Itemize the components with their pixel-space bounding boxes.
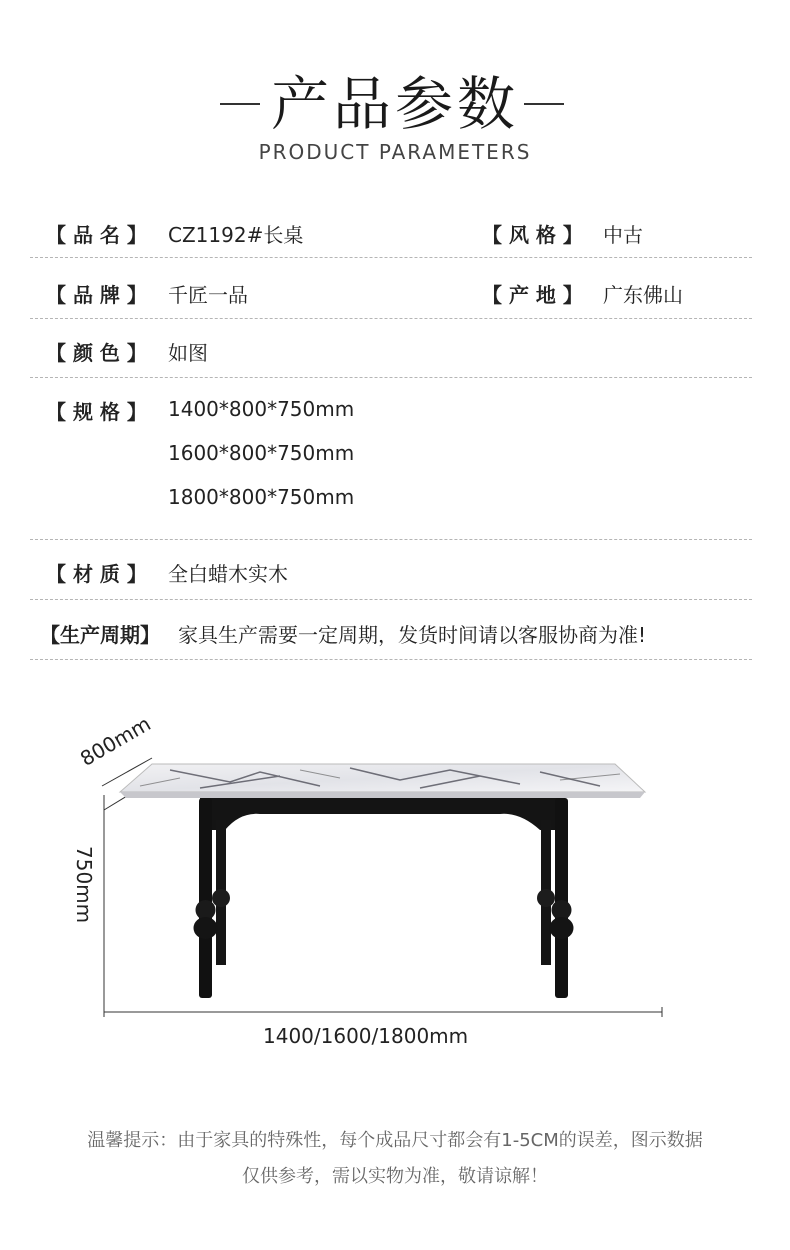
style-label: 【 风 格 】 <box>482 223 583 247</box>
spec-value-1: 1400*800*750mm <box>168 397 355 421</box>
table-back-legs <box>212 820 555 965</box>
row-divider <box>30 377 752 378</box>
depth-label: 800mm <box>76 711 155 771</box>
width-dimension-line <box>104 1007 662 1017</box>
title-right-rule <box>524 103 564 105</box>
material-label: 【 材 质 】 <box>46 562 147 586</box>
tabletop <box>120 764 645 798</box>
notice-line-2: 仅供参考，需以实物为准，敬请谅解！ <box>242 1166 548 1187</box>
table-apron <box>200 798 565 830</box>
style-value: 中古 <box>603 223 643 247</box>
cycle-label: 【生产周期】 <box>40 623 160 647</box>
spec-value-2: 1600*800*750mm <box>168 441 355 465</box>
row-divider <box>30 599 752 600</box>
color-value: 如图 <box>168 341 208 365</box>
origin-value: 广东佛山 <box>603 283 683 307</box>
row-divider <box>30 257 752 258</box>
brand-label: 【 品 牌 】 <box>46 283 147 307</box>
brand-value: 千匠一品 <box>168 283 248 307</box>
table-front-legs <box>194 798 574 998</box>
height-label: 750mm <box>72 846 96 924</box>
page-title: 产品参数 <box>270 70 519 138</box>
name-label: 【 品 名 】 <box>46 223 147 247</box>
row-divider <box>30 659 752 660</box>
title-block <box>0 72 790 136</box>
spec-value-3: 1800*800*750mm <box>168 485 355 509</box>
row-divider <box>30 318 752 319</box>
table-diagram <box>0 720 790 1060</box>
origin-label: 【 产 地 】 <box>482 283 583 307</box>
name-value: CZ1192#长桌 <box>168 223 304 247</box>
material-value: 全白蜡木实木 <box>168 562 288 586</box>
cycle-value: 家具生产需要一定周期，发货时间请以客服协商为准! <box>178 623 647 647</box>
notice-line-1: 温馨提示：由于家具的特殊性，每个成品尺寸都会有1-5CM的误差，图示数据 <box>87 1130 703 1151</box>
row-divider <box>30 539 752 540</box>
spec-label: 【 规 格 】 <box>46 400 147 424</box>
color-label: 【 颜 色 】 <box>46 341 147 365</box>
width-label: 1400/1600/1800mm <box>263 1024 469 1048</box>
title-left-rule <box>220 103 260 105</box>
page-subtitle: PRODUCT PARAMETERS <box>258 140 532 164</box>
